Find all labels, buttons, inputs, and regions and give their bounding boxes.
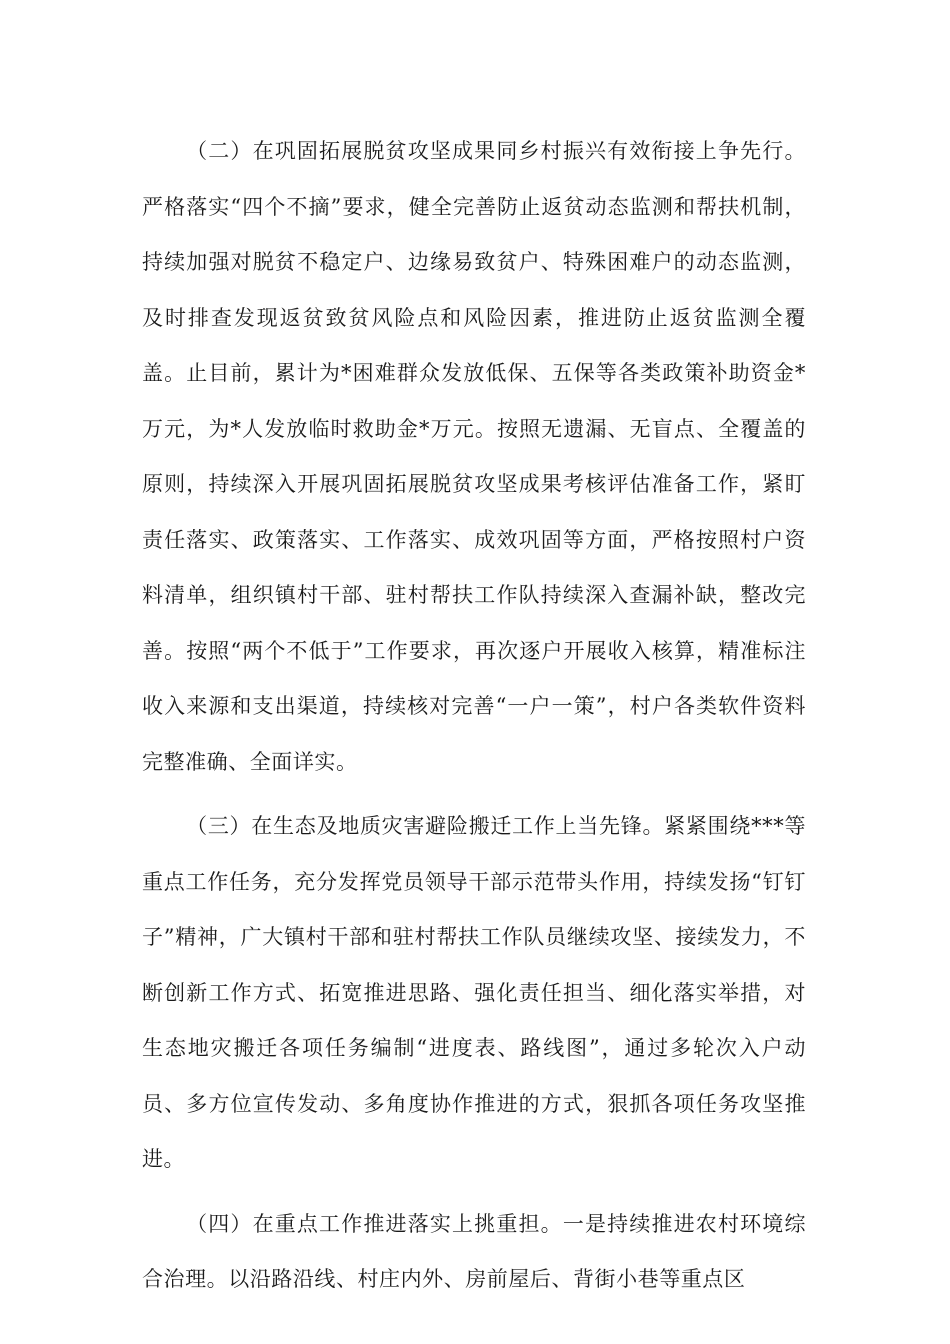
document-body [142, 124, 806, 1317]
paragraph-ecological-relocation: （三）在生态及地质灾害避险搬迁工作上当先锋。紧紧围绕***等重点工作任务，充分发挥党员领导干部示范带头作用，持续发扬“钉钉子”精神，广大镇村干部和驻村帮扶工作队员继续攻坚、接续发力，不断创新工作方式、拓宽推进思路、强化责任担当、细化落实举措，对生态地灾搬迁各项任务编制“进度表、路线图”，通过多轮次入户动员、多方位宣传发动、多角度协作推进的方式，狠抓各项任务攻坚推进。 [142, 814, 806, 1171]
paragraph-poverty-alleviation: （二）在巩固拓展脱贫攻坚成果同乡村振兴有效衔接上争先行。严格落实“四个不摘”要求，健全完善防止返贫动态监测和帮扶机制，持续加强对脱贫不稳定户、边缘易致贫户、特殊困难户的动态监测，及时排查发现返贫致贫风险点和风险因素，推进防止返贫监测全覆盖。止目前，累计为*困难群众发放低保、五保等各类政策补助资金*万元，为*人发放临时救助金*万元。按照无遗漏、无盲点、全覆盖的原则，持续深入开展巩固拓展脱贫攻坚成果考核评估准备工作，紧盯责任落实、政策落实、工作落实、成效巩固等方面，严格按照村户资料清单，组织镇村干部、驻村帮扶工作队持续深入查漏补缺，整改完善。按照“两个不低于”工作要求，再次逐户开展收入核算，精准标注收入来源和支出渠道，持续核对完善“一户一策”，村户各类软件资料完整准确、全面详实。 [142, 139, 806, 774]
paragraph-key-work: （四）在重点工作推进落实上挑重担。一是持续推进农村环境综合治理。以沿路沿线、村庄内外、房前屋后、背街小巷等重点区 [142, 1211, 806, 1291]
